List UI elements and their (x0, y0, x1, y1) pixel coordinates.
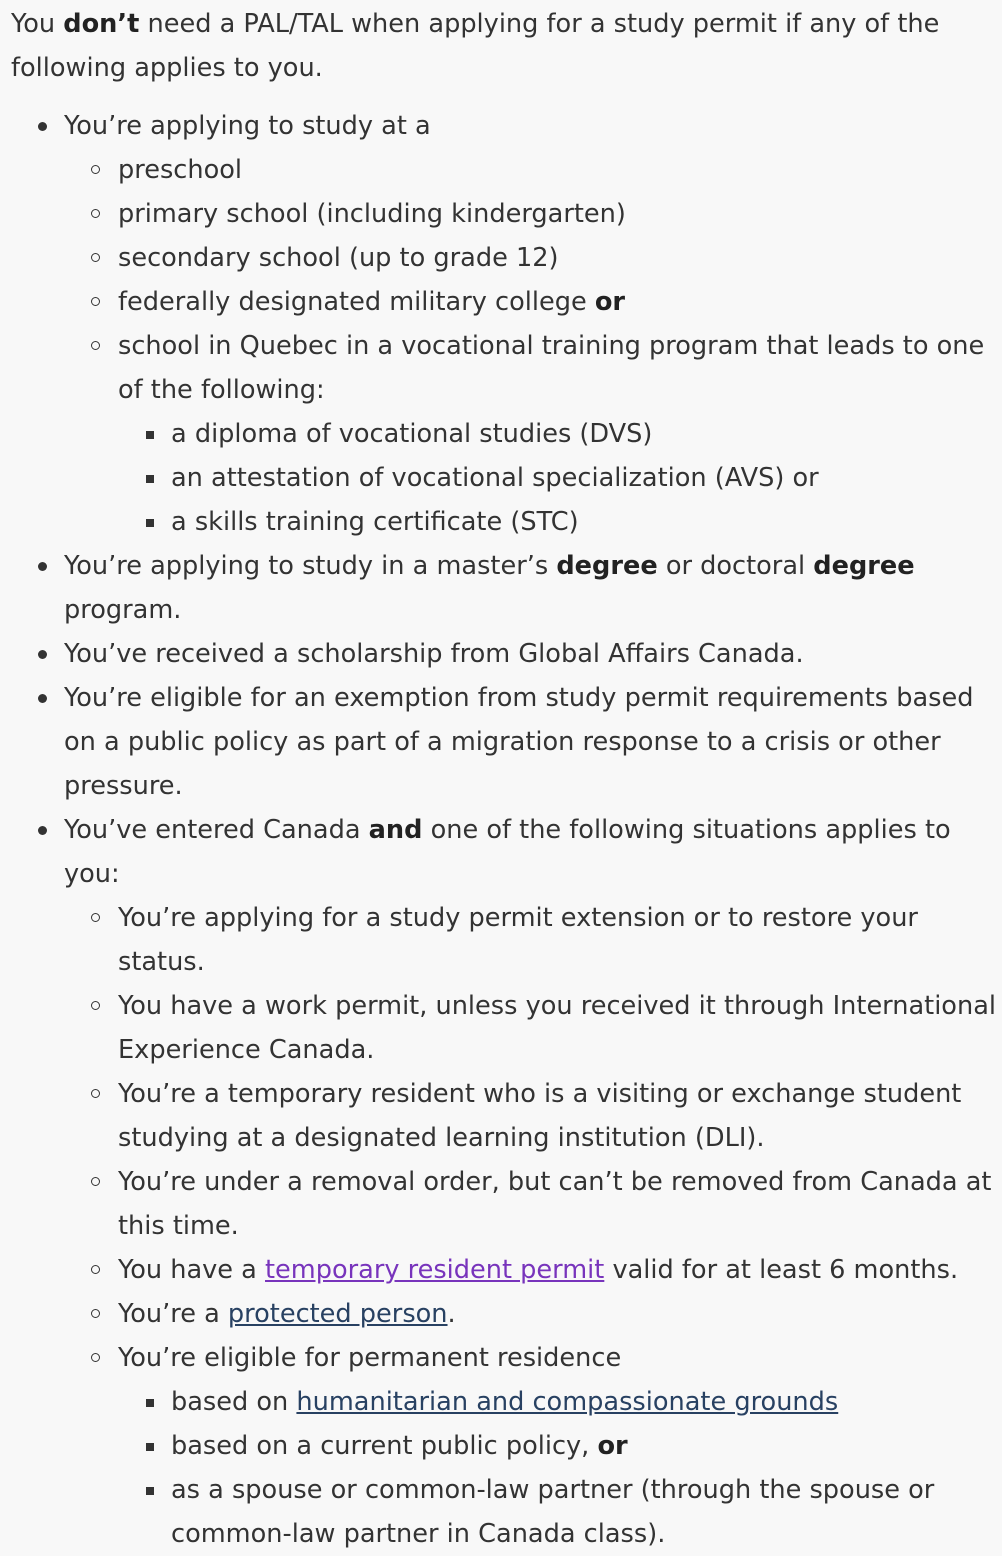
list-item-stc: a skills training certificate (STC) (118, 500, 996, 544)
list-item-removal-order: You’re under a removal order, but can’t be removed from Canada at this time. (64, 1160, 996, 1248)
list-item-public-policy: based on a current public policy, or (118, 1424, 996, 1468)
list-item-public-policy-exemption: You’re eligible for an exemption from study permit requirements based on a public policy as part of a migration response to a crisis or other pressure. (11, 676, 996, 808)
list-item-study-at: You’re applying to study at a preschool primary school (including kindergarten) secondary school (up to grade 12) federally designated military college or school in Quebec in a vocational training program that leads to one of the following: a diploma of vocational studies (DVS) an attestation of vocational specialization (AVS) or a skills training certificate (STC) (11, 104, 996, 544)
list-item-permanent-residence: You’re eligible for permanent residence based on humanitarian and compassionate grounds based on a current public policy, or as a spouse or common-law partner (through the spouse or common-law partner in Canada class). (64, 1336, 996, 1556)
intro-bold-dont: don’t (63, 9, 140, 39)
pr-basis-list (118, 1380, 996, 1556)
list-item-military-college: federally designated military college or (64, 280, 996, 324)
list-item-dvs: a diploma of vocational studies (DVS) (118, 412, 996, 456)
list-item-preschool: preschool (64, 148, 996, 192)
list-item-entered-canada: You’ve entered Canada and one of the following situations applies to you: You’re applying for a study permit extension or to restore your status. You have a work permit, unless you received it through International Experience Canada. You’re a temporary resident who is a visiting or exchange student studying at a designated learning institution (DLI). You’re under a removal order, but can’t be removed from Canada at this time. You have a temporary resident permit valid for at least 6 months. You’re a protected person. You’re eligible for permanent residence based on humanitarian and compassionate grounds based on a current public policy, or as a spouse or common-law partner (through the spouse or common-law partner in Canada class). (11, 808, 996, 1556)
list-item-work-permit: You have a work permit, unless you received it through International Experience Canada. (64, 984, 996, 1072)
quebec-program-list (118, 412, 996, 544)
list-item-trp: You have a temporary resident permit valid for at least 6 months. (64, 1248, 996, 1292)
list-item-spouse-partner: as a spouse or common-law partner (through the spouse or common-law partner in Canada class). (118, 1468, 996, 1556)
list-item-humanitarian: based on humanitarian and compassionate grounds (118, 1380, 996, 1424)
humanitarian-grounds-link[interactable]: humanitarian and compassionate grounds (296, 1387, 839, 1417)
exemption-list (11, 104, 996, 1556)
list-item-masters-doctoral: You’re applying to study in a master’s degree or doctoral degree program. (11, 544, 996, 632)
list-item-secondary-school: secondary school (up to grade 12) (64, 236, 996, 280)
intro-paragraph: You don’t need a PAL/TAL when applying for a study permit if any of the following applies to you. (11, 9, 940, 83)
list-item-permit-extension: You’re applying for a study permit extension or to restore your status. (64, 896, 996, 984)
list-item-protected-person: You’re a protected person. (64, 1292, 996, 1336)
protected-person-link[interactable]: protected person (227, 1299, 448, 1329)
list-item-quebec-school: school in Quebec in a vocational training program that leads to one of the following: a diploma of vocational studies (DVS) an attestation of vocational specialization (AVS) or a skills training certificate (STC) (64, 324, 996, 544)
list-item-avs: an attestation of vocational specialization (AVS) or (118, 456, 996, 500)
temporary-resident-permit-link[interactable]: temporary resident permit (265, 1255, 605, 1285)
school-type-list (64, 148, 996, 544)
list-item-primary-school: primary school (including kindergarten) (64, 192, 996, 236)
list-item-visiting-student: You’re a temporary resident who is a visiting or exchange student studying at a designated learning institution (DLI). (64, 1072, 996, 1160)
situation-list (64, 896, 996, 1556)
list-item-scholarship: You’ve received a scholarship from Global Affairs Canada. (11, 632, 996, 676)
